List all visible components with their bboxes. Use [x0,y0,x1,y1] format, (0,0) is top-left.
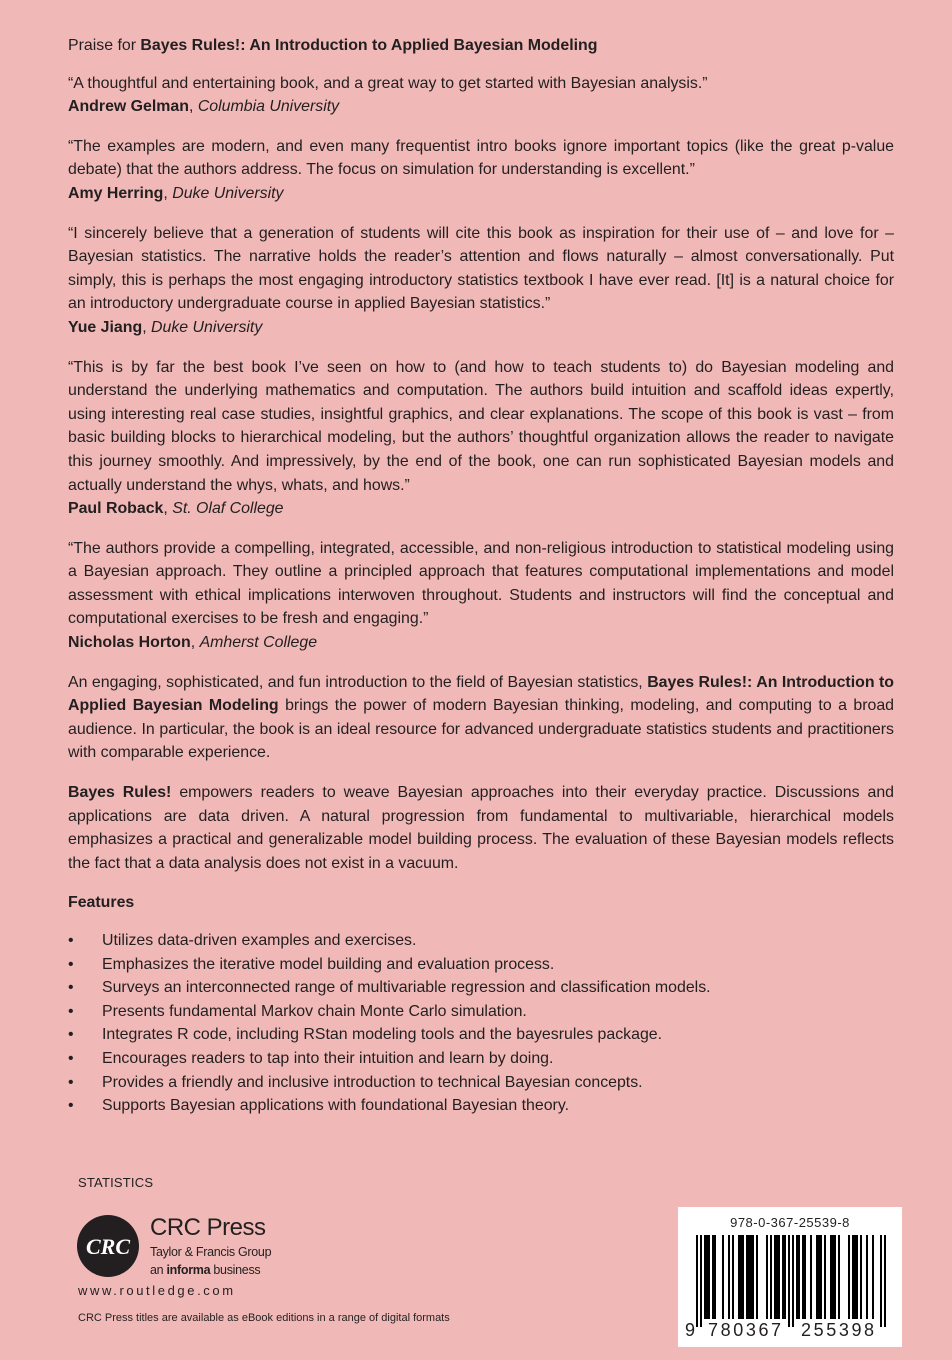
quote-affiliation: Duke University [151,318,263,336]
barcode-bar [732,1235,734,1319]
barcode-bar [776,1235,778,1319]
barcode-bar [796,1235,798,1319]
quote-attribution: Yue Jiang, Duke University [68,318,263,336]
isbn-number: 978-0-367-25539-8 [730,1215,850,1230]
list-item: • Integrates R code, including RStan modeling tools and the bayesrules package. [68,1023,894,1047]
list-item: • Utilizes data-driven examples and exercises. [68,929,894,953]
barcode-bar [748,1235,750,1319]
description-paragraph: An engaging, sophisticated, and fun introduction to the field of Bayesian statistics, Bayes Rules!: An Introduction to Applied Bayesian Modeling brings the power of modern Bayesian thinking, modeling, and computing to a broad audience. In particular, the book is an ideal resource for advanced undergraduate statistics students and practitioners with comparable experience. [68,673,895,762]
list-item: • Encourages readers to tap into their intuition and learn by doing. [68,1047,894,1071]
barcode-bar [750,1235,752,1319]
quote-attribution: Nicholas Horton, Amherst College [68,634,318,652]
barcode-bar [860,1235,862,1319]
list-item: • Presents fundamental Markov chain Monte Carlo simulation. [68,1000,894,1024]
publisher-url: www.routledge.com [78,1283,236,1298]
barcode-bar [798,1235,800,1319]
quote-text: “The examples are modern, and even many frequentist intro books ignore important topics (like the great p-value debate) that the authors address. The focus on simulation for understanding is excellent.” [68,137,894,179]
barcode-bar [834,1235,836,1319]
publisher-group: Taylor & Francis Group [150,1245,272,1259]
quote-author: Andrew Gelman [68,98,189,116]
barcode-bar [746,1235,748,1319]
barcode-bar [708,1235,710,1319]
barcode-bar [810,1235,812,1319]
barcode-bar [848,1235,850,1319]
book-title: Bayes Rules!: An Introduction to Applied Bayesian Modeling [140,37,598,54]
barcode-bar [818,1235,820,1319]
barcode-bar [738,1235,740,1319]
barcode-bar [778,1235,780,1319]
barcode-bar [696,1235,698,1327]
quote-text: “I sincerely believe that a generation of students will cite this book as inspiration for their use of – and love for – Bayesian statistics. The narrative holds the reader’s attention and flows naturally – almost conversationally. Put simply, this is perhaps the most engaging introductory statistics textbook I have ever read. [It] is a natural choice for an introductory undergraduate course in applied Bayesian statistics.” [68,224,894,313]
bullet-icon: • [68,1073,74,1091]
list-item: • Provides a friendly and inclusive introduction to technical Bayesian concepts. [68,1071,894,1095]
barcode-bar [728,1235,730,1319]
bullet-icon: • [68,955,74,973]
bullet-icon: • [68,1097,74,1115]
barcode-bar [704,1235,706,1319]
barcode-bar [856,1235,858,1319]
barcode-bar [742,1235,744,1319]
barcode-bar [866,1235,868,1319]
barcode-bar [884,1235,886,1327]
crc-logo-icon [76,1214,140,1278]
barcode-bar [832,1235,834,1319]
barcode-bar [854,1235,856,1319]
barcode-bar [782,1235,784,1319]
quote-text: “The authors provide a compelling, integrated, accessible, and non-religious introduction to statistical modeling using a Bayesian approach. They outline a principled approach that features computational implementations and model assessment with ethical implications interwoven throughout. Students and instructors will find the conceptual and computational exercises to be fresh and engaging.” [68,539,894,628]
quote-attribution: Andrew Gelman, Columbia University [68,98,340,116]
bullet-icon: • [68,1026,74,1044]
crc-logo-text: CRC [85,1234,131,1259]
features-heading: Features [68,894,135,912]
ean-first-digit: 9 [685,1320,696,1340]
bullet-icon: • [68,1002,74,1020]
quote-author: Nicholas Horton [68,634,191,652]
barcode-bar [700,1235,702,1327]
barcode-bar [774,1235,776,1319]
quote-affiliation: Columbia University [197,98,340,116]
barcode-bar [824,1235,826,1319]
isbn-barcode [678,1207,902,1347]
barcode-bar [820,1235,822,1319]
barcode-bar [784,1235,786,1319]
barcode-bar [792,1235,794,1327]
barcode-bar [712,1235,714,1319]
barcode-bar [788,1235,790,1327]
barcode-bar [752,1235,754,1319]
back-cover-text [68,34,894,1118]
barcode-bar [838,1235,840,1319]
barcode-bar [804,1235,806,1319]
quote-text: “A thoughtful and entertaining book, and a great way to get started with Bayesian analysis.” [68,74,708,92]
praise-heading: Praise for Bayes Rules!: An Introduction to Applied Bayesian Modeling [68,37,598,54]
bullet-icon: • [68,1049,74,1067]
quote-affiliation: St. Olaf College [172,500,284,518]
barcode-bar [802,1235,804,1319]
list-item: • Surveys an interconnected range of multivariable regression and classification models. [68,976,894,1000]
ebook-note: CRC Press titles are available as eBook editions in a range of digital formats [78,1312,450,1324]
publisher-informa: an informa business [150,1263,261,1277]
category-label: STATISTICS [78,1175,154,1190]
list-item: • Supports Bayesian applications with foundational Bayesian theory. [68,1094,894,1118]
ean-left-group: 780367 [708,1320,784,1340]
ean-right-group: 255398 [801,1320,877,1340]
description-paragraph: Bayes Rules! empowers readers to weave Bayesian approaches into their everyday practice. Discussions and applications are data driven. A natural progression from fundamental to multivariable, hierarchical models emphasizes a practical and generalizable model building process. The evaluation of these Bayesian models reflects the fact that a data analysis does not exist in a vacuum. [68,784,894,872]
barcode-bar [816,1235,818,1319]
barcode-bar [714,1235,716,1319]
barcode-bar [830,1235,832,1319]
barcode-bar [740,1235,742,1319]
features-list [68,929,894,1118]
barcode-bar [766,1235,768,1319]
quote-author: Paul Roback [68,500,164,518]
quote-affiliation: Amherst College [199,634,318,652]
barcode-bar [770,1235,772,1319]
quote-affiliation: Duke University [172,184,284,202]
barcode-bar [722,1235,724,1319]
list-item: • Emphasizes the iterative model building and evaluation process. [68,953,894,977]
quote-attribution: Amy Herring, Duke University [68,184,284,202]
publisher-name: CRC Press [150,1214,266,1241]
quote-attribution: Paul Roback, St. Olaf College [68,500,284,518]
quote-author: Yue Jiang [68,318,143,336]
barcode-bar [852,1235,854,1319]
bullet-icon: • [68,979,74,997]
barcode-bar [880,1235,882,1327]
quote-text: “This is by far the best book I’ve seen on how to (and how to teach students to) do Bayesian modeling and understand the underlying mathematics and computation. The authors build intuition and scaffold ideas expertly, using interesting real case studies, insightful graphics, and clear explanations. The scope of this book is vast – from basic building blocks to hierarchical modeling, but the authors’ thoughtful organization allows the reader to navigate this journey smoothly. And impressively, by the end of the book, one can run sophisticated Bayesian models and actually understand the whys, whats, and hows.” [68,358,894,494]
quote-author: Amy Herring [68,184,164,202]
bullet-icon: • [68,932,74,949]
barcode-bar [706,1235,708,1319]
barcode-bar [872,1235,874,1319]
barcode-bar [756,1235,758,1319]
